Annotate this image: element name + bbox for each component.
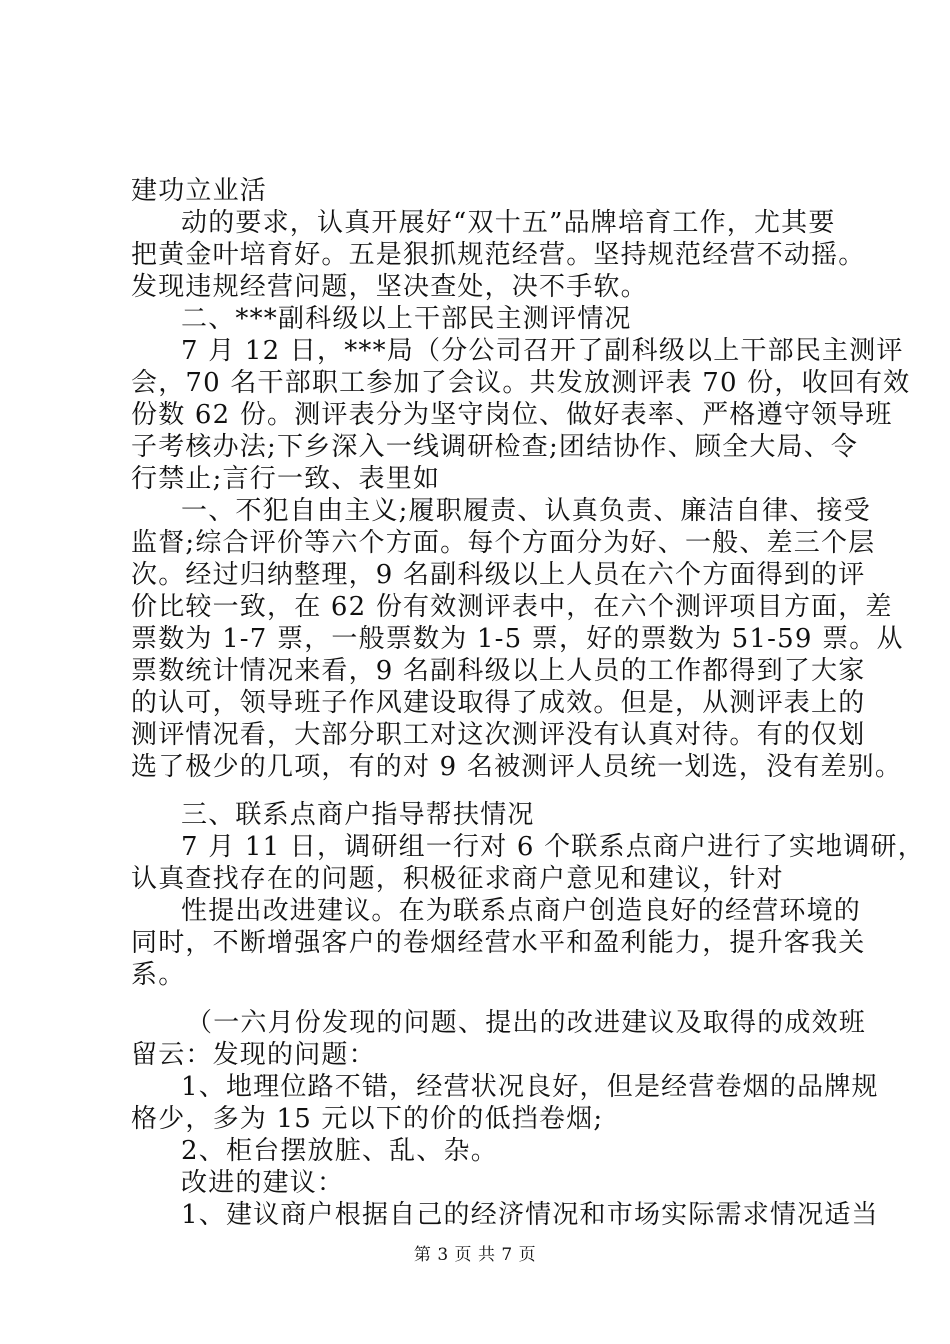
text-line: 价比较一致，在 62 份有效测评表中，在六个测评项目方面，差 xyxy=(131,592,893,622)
text-line: 同时，不断增强客户的卷烟经营水平和盈利能力，提升客我关 xyxy=(131,928,866,958)
text-line: 子考核办法;下乡深入一线调研检查;团结协作、顾全大局、令 xyxy=(131,432,859,462)
text-line: 把黄金叶培育好。五是狠抓规范经营。坚持规范经营不动摇。 xyxy=(131,240,866,270)
text-line: （一六月份发现的问题、提出的改进建议及取得的成效班 xyxy=(186,1008,867,1038)
text-line: 次。经过归纳整理，9 名副科级以上人员在六个方面得到的评 xyxy=(131,560,866,590)
text-line: 动的要求，认真开展好“双十五”品牌培育工作，尤其要 xyxy=(181,208,836,238)
text-line: 一、不犯自由主义;履职履责、认真负责、廉洁自律、接受 xyxy=(181,496,871,526)
text-line: 7 月 12 日，***局（分公司召开了副科级以上干部民主测评 xyxy=(181,336,904,366)
text-line: 行禁止;言行一致、表里如 xyxy=(131,464,441,494)
section-heading: 三、联系点商户指导帮扶情况 xyxy=(181,800,535,830)
text-line: 性提出改进建议。在为联系点商户创造良好的经营环境的 xyxy=(181,896,862,926)
page-number: 第 3 页 共 7 页 xyxy=(413,1245,537,1265)
text-line: 1、地理位路不错，经营状况良好，但是经营卷烟的品牌规 xyxy=(181,1072,879,1102)
text-line: 票数为 1-7 票，一般票数为 1-5 票，好的票数为 51-59 票。从 xyxy=(131,624,904,654)
text-line: 选了极少的几项，有的对 9 名被测评人员统一划选，没有差别。 xyxy=(131,752,903,782)
text-line: 测评情况看，大部分职工对这次测评没有认真对待。有的仅划 xyxy=(131,720,866,750)
section-heading: 二、***副科级以上干部民主测评情况 xyxy=(181,304,632,334)
text-line: 系。 xyxy=(131,960,186,990)
text-line: 监督;综合评价等六个方面。每个方面分为好、一般、差三个层 xyxy=(131,528,876,558)
text-line: 2、柜台摆放脏、乱、杂。 xyxy=(181,1136,498,1166)
text-line: 的认可，领导班子作风建设取得了成效。但是，从测评表上的 xyxy=(131,688,866,718)
text-line: 发现违规经营问题，坚决查处，决不手软。 xyxy=(131,272,648,302)
text-line: 票数统计情况来看，9 名副科级以上人员的工作都得到了大家 xyxy=(131,656,866,686)
text-line: 1、建议商户根据自己的经济情况和市场实际需求情况适当 xyxy=(181,1200,879,1230)
text-line: 份数 62 份。测评表分为坚守岗位、做好表率、严格遵守领导班 xyxy=(131,400,893,430)
text-line: 认真查找存在的问题，积极征求商户意见和建议，针对 xyxy=(131,864,784,894)
text-line: 格少，多为 15 元以下的价的低挡卷烟; xyxy=(131,1104,604,1134)
text-line: 改进的建议： xyxy=(181,1168,345,1198)
text-line: 会，70 名干部职工参加了会议。共发放测评表 70 份，收回有效 xyxy=(131,368,911,398)
text-line: 建功立业活 xyxy=(131,176,268,206)
text-line: 7 月 11 日，调研组一行对 6 个联系点商户进行了实地调研， xyxy=(181,832,925,862)
text-line: 留云：发现的问题： xyxy=(131,1040,376,1070)
